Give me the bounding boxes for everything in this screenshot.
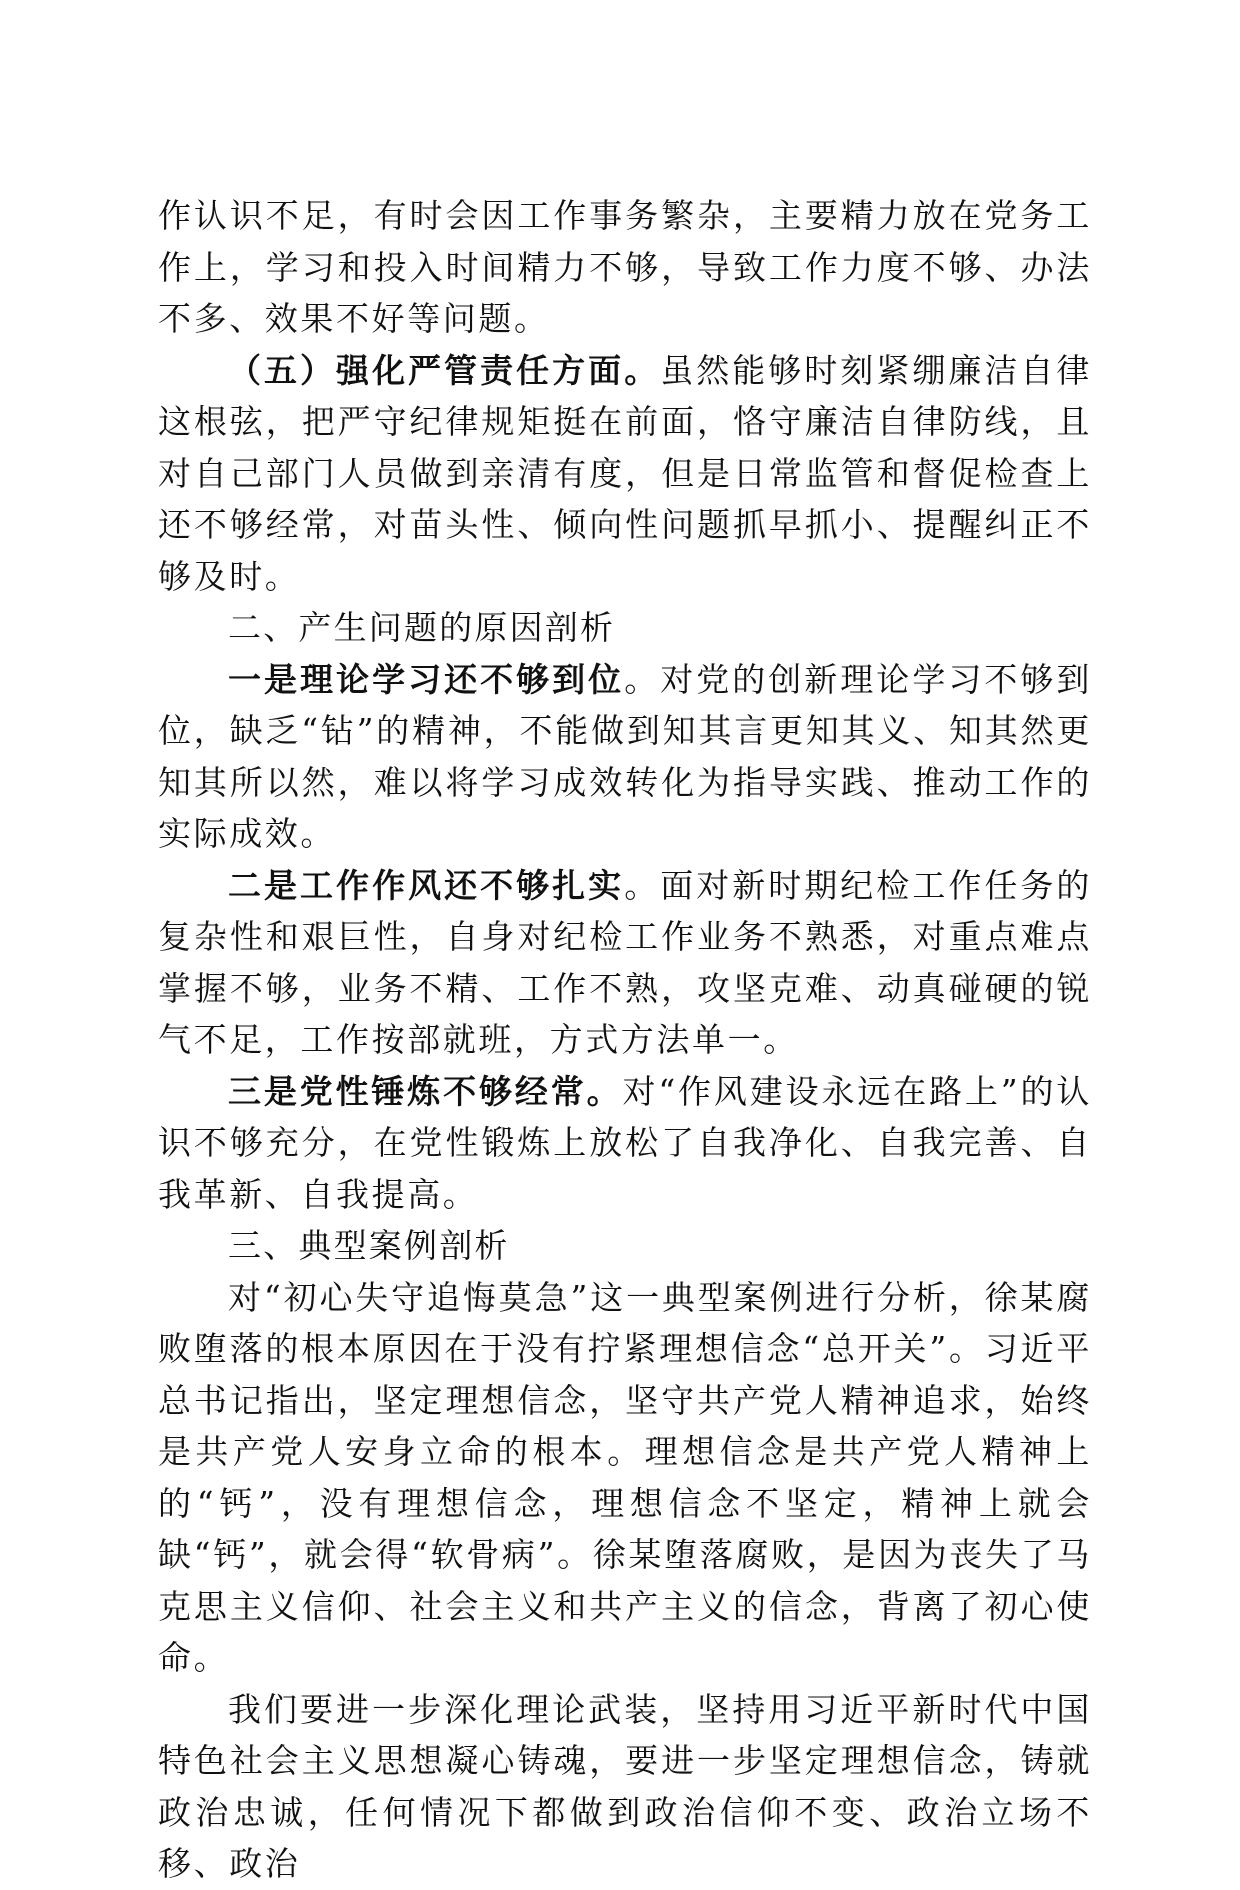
document-body (158, 190, 1092, 1890)
paragraph-case-analysis (158, 1272, 1092, 1684)
section-heading-case-analysis (158, 1220, 1092, 1272)
paragraph-conclusion (158, 1684, 1092, 1890)
heading-text: 二、产生问题的原因剖析 (228, 608, 616, 647)
paragraph-lead: （五）强化严管责任方面。 (228, 350, 661, 390)
section-heading-causes (158, 602, 1092, 654)
paragraph-text: 我们要进一步深化理论武装，坚持用习近平新时代中国特色社会主义思想凝心铸魂，要进一步坚定理想信念，铸就政治忠诚，任何情况下都做到政治信仰不变、政治立场不移、政治 (158, 1689, 1092, 1883)
paragraph-theory-study (158, 654, 1092, 860)
paragraph-text: 对“作风建设永远在路上”的认识不够充分，在党性锻炼上放松了自我净化、自我完善、自我革新、自我提高。 (158, 1071, 1092, 1214)
heading-text: 三、典型案例剖析 (228, 1226, 510, 1265)
paragraph-lead: 一是理论学习还不够到位 (228, 659, 625, 699)
paragraph-text: 对“初心失守追悔莫急”这一典型案例进行分析，徐某腐败堕落的根本原因在于没有拧紧理想信念“总开关”。习近平总书记指出，坚定理想信念，坚守共产党人精神追求，始终是共产党人安身立命的根本。理想信念是共产党人精神上的“钙”，没有理想信念，理想信念不坚定，精神上就会缺“钙”，就会得“软骨病”。徐某堕落腐败，是因为丧失了马克思主义信仰、社会主义和共产主义的信念，背离了初心使命。 (158, 1277, 1092, 1677)
paragraph-lead: 三是党性锤炼不够经常。 (228, 1071, 623, 1111)
paragraph-text: 作认识不足，有时会因工作事务繁杂，主要精力放在党务工作上，学习和投入时间精力不够，导致工作力度不够、办法不多、效果不好等问题。 (158, 196, 1092, 338)
paragraph-work-style (158, 860, 1092, 1066)
paragraph-text: 。面对新时期纪检工作任务的复杂性和艰巨性，自身对纪检工作业务不熟悉，对重点难点掌握不够，业务不精、工作不熟，攻坚克难、动真碰硬的锐气不足，工作按部就班，方式方法单一。 (158, 865, 1092, 1059)
paragraph-party-spirit (158, 1066, 1092, 1221)
paragraph-strict-management (158, 345, 1092, 603)
paragraph-continuation (158, 190, 1092, 345)
paragraph-text: 。对党的创新理论学习不够到位，缺乏“钻”的精神，不能做到知其言更知其义、知其然更知其所以然，难以将学习成效转化为指导实践、推动工作的实际成效。 (158, 659, 1092, 853)
paragraph-text: 虽然能够时刻紧绷廉洁自律这根弦，把严守纪律规矩挺在前面，恪守廉洁自律防线，且对自己部门人员做到亲清有度，但是日常监管和督促检查上还不够经常，对苗头性、倾向性问题抓早抓小、提醒纠正不够及时。 (158, 350, 1093, 596)
paragraph-lead: 二是工作作风还不够扎实 (228, 865, 625, 905)
